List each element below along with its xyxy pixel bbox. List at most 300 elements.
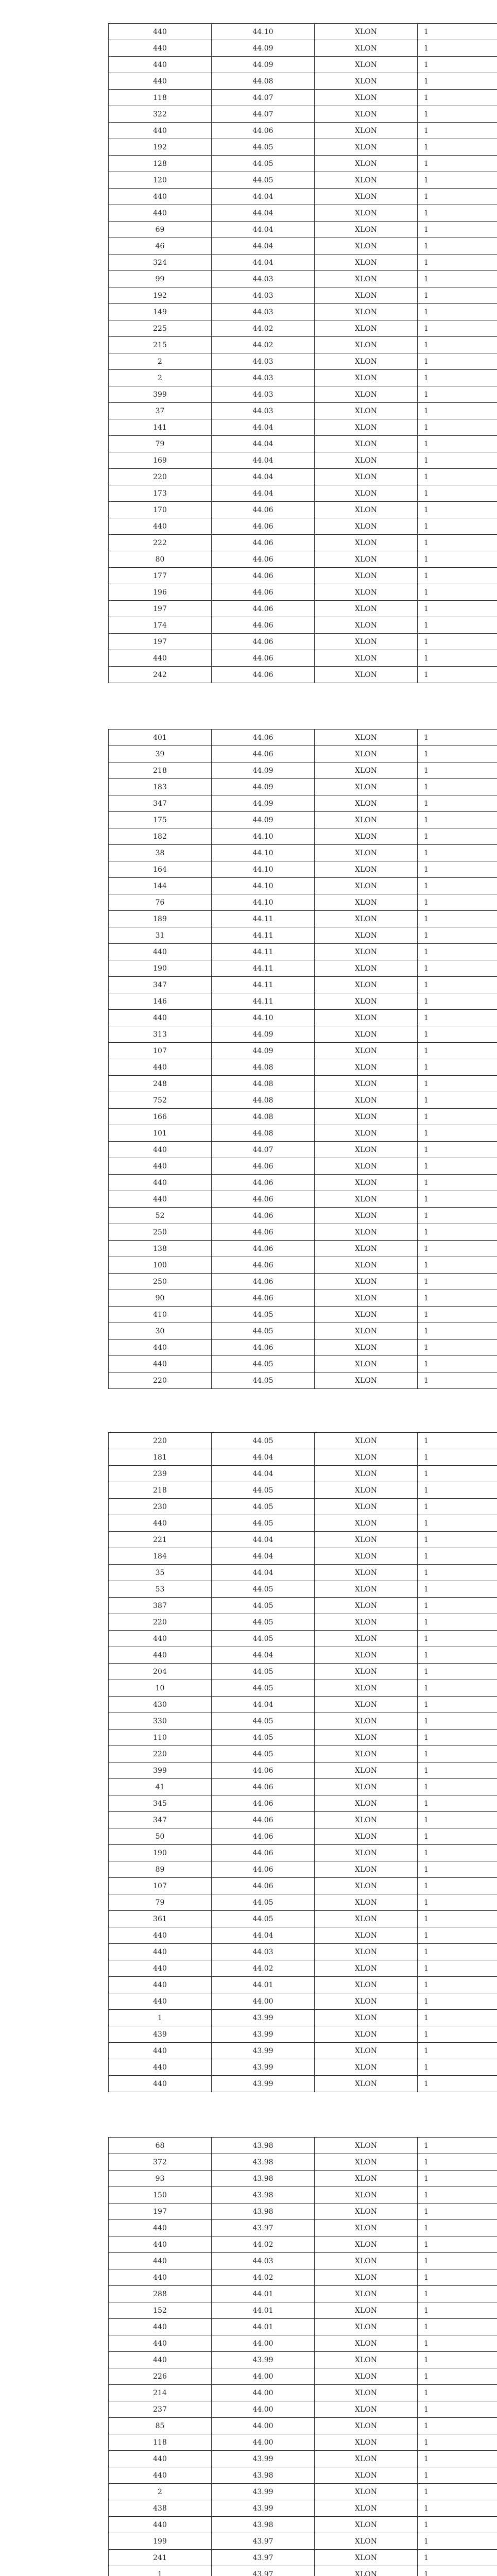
price-cell: 44.10 bbox=[212, 24, 315, 40]
price-cell: 44.10 bbox=[212, 1010, 315, 1026]
volume-cell: 50 bbox=[109, 1828, 212, 1845]
table-row bbox=[109, 1224, 497, 1241]
time-cell: 1 bbox=[418, 2401, 497, 2418]
volume-cell: 144 bbox=[109, 878, 212, 894]
price-cell: 44.06 bbox=[212, 551, 315, 568]
time-cell: 1 bbox=[418, 1158, 497, 1175]
price-cell: 44.10 bbox=[212, 828, 315, 845]
price-cell: 44.05 bbox=[212, 1713, 315, 1730]
price-cell: 44.09 bbox=[212, 1026, 315, 1043]
price-cell: 44.09 bbox=[212, 1043, 315, 1059]
price-cell: 44.06 bbox=[212, 584, 315, 601]
table-row bbox=[109, 2076, 497, 2092]
table-row bbox=[109, 1059, 497, 1076]
venue-cell: XLON bbox=[315, 1977, 418, 1993]
time-cell: 1 bbox=[418, 1977, 497, 1993]
venue-cell: XLON bbox=[315, 1565, 418, 1581]
venue-cell: XLON bbox=[315, 812, 418, 828]
venue-cell: XLON bbox=[315, 2269, 418, 2286]
venue-cell: XLON bbox=[315, 1340, 418, 1356]
trades-table-4 bbox=[108, 2137, 497, 2576]
price-cell: 44.09 bbox=[212, 812, 315, 828]
price-cell: 44.06 bbox=[212, 1191, 315, 1208]
price-cell: 44.11 bbox=[212, 960, 315, 977]
venue-cell: XLON bbox=[315, 1356, 418, 1372]
table-row bbox=[109, 1191, 497, 1208]
volume-cell: 324 bbox=[109, 255, 212, 271]
price-cell: 44.06 bbox=[212, 1795, 315, 1812]
table-row bbox=[109, 370, 497, 386]
venue-cell: XLON bbox=[315, 2026, 418, 2043]
venue-cell: XLON bbox=[315, 485, 418, 502]
table-row bbox=[109, 1241, 497, 1257]
table-row bbox=[109, 1274, 497, 1290]
time-cell: 1 bbox=[418, 878, 497, 894]
venue-cell: XLON bbox=[315, 205, 418, 222]
venue-cell: XLON bbox=[315, 1746, 418, 1762]
volume-cell: 146 bbox=[109, 993, 212, 1010]
price-cell: 44.04 bbox=[212, 255, 315, 271]
venue-cell: XLON bbox=[315, 1142, 418, 1158]
price-cell: 44.05 bbox=[212, 1614, 315, 1631]
venue-cell: XLON bbox=[315, 2418, 418, 2434]
venue-cell: XLON bbox=[315, 1647, 418, 1664]
volume-cell: 401 bbox=[109, 730, 212, 746]
time-cell: 1 bbox=[418, 271, 497, 287]
table-row bbox=[109, 1043, 497, 1059]
price-cell: 44.06 bbox=[212, 617, 315, 634]
venue-cell: XLON bbox=[315, 2302, 418, 2319]
table-row bbox=[109, 894, 497, 911]
volume-cell: 149 bbox=[109, 304, 212, 320]
volume-cell: 440 bbox=[109, 2352, 212, 2368]
volume-cell: 35 bbox=[109, 1565, 212, 1581]
volume-cell: 90 bbox=[109, 1290, 212, 1307]
price-cell: 44.04 bbox=[212, 1548, 315, 1565]
time-cell: 1 bbox=[418, 1356, 497, 1372]
volume-cell: 288 bbox=[109, 2286, 212, 2302]
volume-cell: 440 bbox=[109, 1647, 212, 1664]
volume-cell: 220 bbox=[109, 1614, 212, 1631]
volume-cell: 68 bbox=[109, 2138, 212, 2154]
price-cell: 43.99 bbox=[212, 2026, 315, 2043]
venue-cell: XLON bbox=[315, 617, 418, 634]
price-cell: 44.10 bbox=[212, 894, 315, 911]
price-cell: 44.05 bbox=[212, 1911, 315, 1927]
venue-cell: XLON bbox=[315, 1845, 418, 1861]
volume-cell: 170 bbox=[109, 502, 212, 518]
price-cell: 44.06 bbox=[212, 1340, 315, 1356]
venue-cell: XLON bbox=[315, 551, 418, 568]
time-cell: 1 bbox=[418, 568, 497, 584]
volume-cell: 221 bbox=[109, 1532, 212, 1548]
time-cell: 1 bbox=[418, 1433, 497, 1449]
venue-cell: XLON bbox=[315, 1372, 418, 1389]
price-cell: 43.97 bbox=[212, 2550, 315, 2566]
venue-cell: XLON bbox=[315, 1828, 418, 1845]
volume-cell: 440 bbox=[109, 2076, 212, 2092]
volume-cell: 345 bbox=[109, 1795, 212, 1812]
price-cell: 44.08 bbox=[212, 1092, 315, 1109]
price-cell: 44.00 bbox=[212, 2418, 315, 2434]
time-cell: 1 bbox=[418, 2220, 497, 2236]
price-cell: 44.03 bbox=[212, 304, 315, 320]
price-cell: 43.98 bbox=[212, 2187, 315, 2204]
time-cell: 1 bbox=[418, 1482, 497, 1499]
time-cell: 1 bbox=[418, 927, 497, 944]
venue-cell: XLON bbox=[315, 1697, 418, 1713]
time-cell: 1 bbox=[418, 1043, 497, 1059]
price-cell: 44.04 bbox=[212, 1565, 315, 1581]
venue-cell: XLON bbox=[315, 1680, 418, 1697]
time-cell: 1 bbox=[418, 1290, 497, 1307]
volume-cell: 220 bbox=[109, 1746, 212, 1762]
table-row bbox=[109, 2352, 497, 2368]
venue-cell: XLON bbox=[315, 828, 418, 845]
time-cell: 1 bbox=[418, 1323, 497, 1340]
volume-cell: 101 bbox=[109, 1125, 212, 1142]
time-cell: 1 bbox=[418, 1499, 497, 1515]
price-cell: 44.06 bbox=[212, 535, 315, 551]
volume-cell: 220 bbox=[109, 469, 212, 485]
volume-cell: 31 bbox=[109, 927, 212, 944]
volume-cell: 248 bbox=[109, 1076, 212, 1092]
time-cell: 1 bbox=[418, 2550, 497, 2566]
price-cell: 44.03 bbox=[212, 403, 315, 419]
venue-cell: XLON bbox=[315, 1993, 418, 2010]
venue-cell: XLON bbox=[315, 106, 418, 123]
volume-cell: 225 bbox=[109, 320, 212, 337]
time-cell: 1 bbox=[418, 2236, 497, 2253]
venue-cell: XLON bbox=[315, 795, 418, 812]
price-cell: 44.06 bbox=[212, 1274, 315, 1290]
price-cell: 44.06 bbox=[212, 634, 315, 650]
time-cell: 1 bbox=[418, 469, 497, 485]
price-cell: 43.99 bbox=[212, 2500, 315, 2517]
time-cell: 1 bbox=[418, 911, 497, 927]
volume-cell: 197 bbox=[109, 601, 212, 617]
volume-cell: 196 bbox=[109, 584, 212, 601]
table-row bbox=[109, 1927, 497, 1944]
table-row bbox=[109, 518, 497, 535]
venue-cell: XLON bbox=[315, 271, 418, 287]
volume-cell: 440 bbox=[109, 24, 212, 40]
table-row bbox=[109, 1466, 497, 1482]
venue-cell: XLON bbox=[315, 2401, 418, 2418]
price-cell: 44.05 bbox=[212, 1598, 315, 1614]
volume-cell: 41 bbox=[109, 1779, 212, 1795]
time-cell: 1 bbox=[418, 320, 497, 337]
price-cell: 44.09 bbox=[212, 40, 315, 57]
venue-cell: XLON bbox=[315, 24, 418, 40]
venue-cell: XLON bbox=[315, 2059, 418, 2076]
volume-cell: 152 bbox=[109, 2302, 212, 2319]
time-cell: 1 bbox=[418, 894, 497, 911]
time-cell: 1 bbox=[418, 551, 497, 568]
venue-cell: XLON bbox=[315, 1713, 418, 1730]
time-cell: 1 bbox=[418, 1795, 497, 1812]
table-row bbox=[109, 205, 497, 222]
price-cell: 44.01 bbox=[212, 2302, 315, 2319]
table-row bbox=[109, 1960, 497, 1977]
volume-cell: 440 bbox=[109, 2236, 212, 2253]
venue-cell: XLON bbox=[315, 353, 418, 370]
time-cell: 1 bbox=[418, 944, 497, 960]
table-row bbox=[109, 1565, 497, 1581]
volume-cell: 440 bbox=[109, 73, 212, 90]
price-cell: 44.05 bbox=[212, 1515, 315, 1532]
table-row bbox=[109, 1158, 497, 1175]
time-cell: 1 bbox=[418, 2484, 497, 2500]
venue-cell: XLON bbox=[315, 1125, 418, 1142]
time-cell: 1 bbox=[418, 993, 497, 1010]
volume-cell: 182 bbox=[109, 828, 212, 845]
time-cell: 1 bbox=[418, 2154, 497, 2171]
venue-cell: XLON bbox=[315, 2171, 418, 2187]
time-cell: 1 bbox=[418, 845, 497, 861]
time-cell: 1 bbox=[418, 1697, 497, 1713]
volume-cell: 440 bbox=[109, 2335, 212, 2352]
venue-cell: XLON bbox=[315, 861, 418, 878]
volume-cell: 2 bbox=[109, 2484, 212, 2500]
table-row bbox=[109, 812, 497, 828]
time-cell: 1 bbox=[418, 1191, 497, 1208]
table-row bbox=[109, 1175, 497, 1191]
table-row bbox=[109, 1680, 497, 1697]
venue-cell: XLON bbox=[315, 238, 418, 255]
table-row bbox=[109, 1125, 497, 1142]
volume-cell: 440 bbox=[109, 1960, 212, 1977]
table-row bbox=[109, 911, 497, 927]
table-row bbox=[109, 2010, 497, 2026]
volume-cell: 313 bbox=[109, 1026, 212, 1043]
table-row bbox=[109, 1092, 497, 1109]
venue-cell: XLON bbox=[315, 2550, 418, 2566]
time-cell: 1 bbox=[418, 2138, 497, 2154]
volume-cell: 237 bbox=[109, 2401, 212, 2418]
volume-cell: 80 bbox=[109, 551, 212, 568]
volume-cell: 190 bbox=[109, 1845, 212, 1861]
venue-cell: XLON bbox=[315, 304, 418, 320]
table-row bbox=[109, 1515, 497, 1532]
time-cell: 1 bbox=[418, 1631, 497, 1647]
venue-cell: XLON bbox=[315, 436, 418, 452]
time-cell: 1 bbox=[418, 1274, 497, 1290]
table-row bbox=[109, 730, 497, 746]
volume-cell: 410 bbox=[109, 1307, 212, 1323]
venue-cell: XLON bbox=[315, 222, 418, 238]
volume-cell: 38 bbox=[109, 845, 212, 861]
time-cell: 1 bbox=[418, 1927, 497, 1944]
venue-cell: XLON bbox=[315, 40, 418, 57]
price-cell: 44.06 bbox=[212, 123, 315, 139]
volume-cell: 118 bbox=[109, 2434, 212, 2451]
time-cell: 1 bbox=[418, 337, 497, 353]
venue-cell: XLON bbox=[315, 518, 418, 535]
price-cell: 44.06 bbox=[212, 1878, 315, 1894]
time-cell: 1 bbox=[418, 1828, 497, 1845]
venue-cell: XLON bbox=[315, 1598, 418, 1614]
time-cell: 1 bbox=[418, 1109, 497, 1125]
volume-cell: 440 bbox=[109, 1191, 212, 1208]
venue-cell: XLON bbox=[315, 1482, 418, 1499]
time-cell: 1 bbox=[418, 370, 497, 386]
time-cell: 1 bbox=[418, 139, 497, 156]
price-cell: 43.97 bbox=[212, 2220, 315, 2236]
venue-cell: XLON bbox=[315, 1274, 418, 1290]
venue-cell: XLON bbox=[315, 287, 418, 304]
venue-cell: XLON bbox=[315, 878, 418, 894]
table-row bbox=[109, 1026, 497, 1043]
venue-cell: XLON bbox=[315, 2154, 418, 2171]
venue-cell: XLON bbox=[315, 73, 418, 90]
volume-cell: 347 bbox=[109, 1812, 212, 1828]
time-cell: 1 bbox=[418, 452, 497, 469]
volume-cell: 440 bbox=[109, 1515, 212, 1532]
time-cell: 1 bbox=[418, 2010, 497, 2026]
price-cell: 44.10 bbox=[212, 845, 315, 861]
venue-cell: XLON bbox=[315, 1059, 418, 1076]
table-row bbox=[109, 1977, 497, 1993]
volume-cell: 30 bbox=[109, 1323, 212, 1340]
venue-cell: XLON bbox=[315, 1515, 418, 1532]
table-row bbox=[109, 1647, 497, 1664]
price-cell: 44.09 bbox=[212, 779, 315, 795]
venue-cell: XLON bbox=[315, 960, 418, 977]
time-cell: 1 bbox=[418, 2043, 497, 2059]
venue-cell: XLON bbox=[315, 762, 418, 779]
table-row bbox=[109, 1795, 497, 1812]
table-row bbox=[109, 861, 497, 878]
venue-cell: XLON bbox=[315, 2076, 418, 2092]
venue-cell: XLON bbox=[315, 2043, 418, 2059]
time-cell: 1 bbox=[418, 436, 497, 452]
time-cell: 1 bbox=[418, 1515, 497, 1532]
volume-cell: 440 bbox=[109, 2253, 212, 2269]
volume-cell: 440 bbox=[109, 40, 212, 57]
venue-cell: XLON bbox=[315, 894, 418, 911]
table-row bbox=[109, 304, 497, 320]
volume-cell: 2 bbox=[109, 370, 212, 386]
time-cell: 1 bbox=[418, 419, 497, 436]
price-cell: 44.04 bbox=[212, 205, 315, 222]
price-cell: 44.01 bbox=[212, 1977, 315, 1993]
volume-cell: 361 bbox=[109, 1911, 212, 1927]
venue-cell: XLON bbox=[315, 386, 418, 403]
venue-cell: XLON bbox=[315, 2434, 418, 2451]
venue-cell: XLON bbox=[315, 2319, 418, 2335]
venue-cell: XLON bbox=[315, 1878, 418, 1894]
price-cell: 44.06 bbox=[212, 1208, 315, 1224]
volume-cell: 241 bbox=[109, 2550, 212, 2566]
table-row bbox=[109, 634, 497, 650]
venue-cell: XLON bbox=[315, 2236, 418, 2253]
table-row bbox=[109, 1340, 497, 1356]
table-row bbox=[109, 1208, 497, 1224]
time-cell: 1 bbox=[418, 1449, 497, 1466]
price-cell: 44.07 bbox=[212, 106, 315, 123]
venue-cell: XLON bbox=[315, 320, 418, 337]
venue-cell: XLON bbox=[315, 1241, 418, 1257]
table-row bbox=[109, 386, 497, 403]
price-cell: 44.05 bbox=[212, 1894, 315, 1911]
table-row bbox=[109, 2043, 497, 2059]
venue-cell: XLON bbox=[315, 2204, 418, 2220]
time-cell: 1 bbox=[418, 1142, 497, 1158]
time-cell: 1 bbox=[418, 2418, 497, 2434]
volume-cell: 440 bbox=[109, 1010, 212, 1026]
volume-cell: 37 bbox=[109, 403, 212, 419]
price-cell: 44.04 bbox=[212, 189, 315, 205]
table-row bbox=[109, 2319, 497, 2335]
volume-cell: 79 bbox=[109, 436, 212, 452]
table-row bbox=[109, 1779, 497, 1795]
time-cell: 1 bbox=[418, 1224, 497, 1241]
time-cell: 1 bbox=[418, 1911, 497, 1927]
table-row bbox=[109, 1290, 497, 1307]
venue-cell: XLON bbox=[315, 993, 418, 1010]
time-cell: 1 bbox=[418, 2269, 497, 2286]
venue-cell: XLON bbox=[315, 1944, 418, 1960]
time-cell: 1 bbox=[418, 634, 497, 650]
time-cell: 1 bbox=[418, 1960, 497, 1977]
price-cell: 44.04 bbox=[212, 1647, 315, 1664]
table-row bbox=[109, 1697, 497, 1713]
time-cell: 1 bbox=[418, 156, 497, 172]
volume-cell: 1 bbox=[109, 2566, 212, 2576]
volume-cell: 347 bbox=[109, 977, 212, 993]
time-cell: 1 bbox=[418, 1548, 497, 1565]
time-cell: 1 bbox=[418, 287, 497, 304]
venue-cell: XLON bbox=[315, 1323, 418, 1340]
table-row bbox=[109, 1307, 497, 1323]
table-row bbox=[109, 779, 497, 795]
venue-cell: XLON bbox=[315, 2253, 418, 2269]
venue-cell: XLON bbox=[315, 2335, 418, 2352]
volume-cell: 440 bbox=[109, 1944, 212, 1960]
time-cell: 1 bbox=[418, 24, 497, 40]
volume-cell: 197 bbox=[109, 2204, 212, 2220]
venue-cell: XLON bbox=[315, 156, 418, 172]
price-cell: 44.05 bbox=[212, 1499, 315, 1515]
volume-cell: 120 bbox=[109, 172, 212, 189]
price-cell: 44.05 bbox=[212, 1746, 315, 1762]
volume-cell: 347 bbox=[109, 795, 212, 812]
price-cell: 44.06 bbox=[212, 502, 315, 518]
table-row bbox=[109, 1449, 497, 1466]
time-cell: 1 bbox=[418, 2451, 497, 2467]
table-row bbox=[109, 601, 497, 617]
table-row bbox=[109, 1713, 497, 1730]
venue-cell: XLON bbox=[315, 337, 418, 353]
price-cell: 44.10 bbox=[212, 861, 315, 878]
price-cell: 44.04 bbox=[212, 436, 315, 452]
volume-cell: 372 bbox=[109, 2154, 212, 2171]
time-cell: 1 bbox=[418, 2204, 497, 2220]
price-cell: 44.06 bbox=[212, 1257, 315, 1274]
price-cell: 44.06 bbox=[212, 1762, 315, 1779]
venue-cell: XLON bbox=[315, 1307, 418, 1323]
time-cell: 1 bbox=[418, 535, 497, 551]
time-cell: 1 bbox=[418, 106, 497, 123]
venue-cell: XLON bbox=[315, 911, 418, 927]
venue-cell: XLON bbox=[315, 568, 418, 584]
price-cell: 44.00 bbox=[212, 2368, 315, 2385]
price-cell: 44.05 bbox=[212, 1482, 315, 1499]
table-row bbox=[109, 2187, 497, 2204]
venue-cell: XLON bbox=[315, 1076, 418, 1092]
price-cell: 43.97 bbox=[212, 2566, 315, 2576]
